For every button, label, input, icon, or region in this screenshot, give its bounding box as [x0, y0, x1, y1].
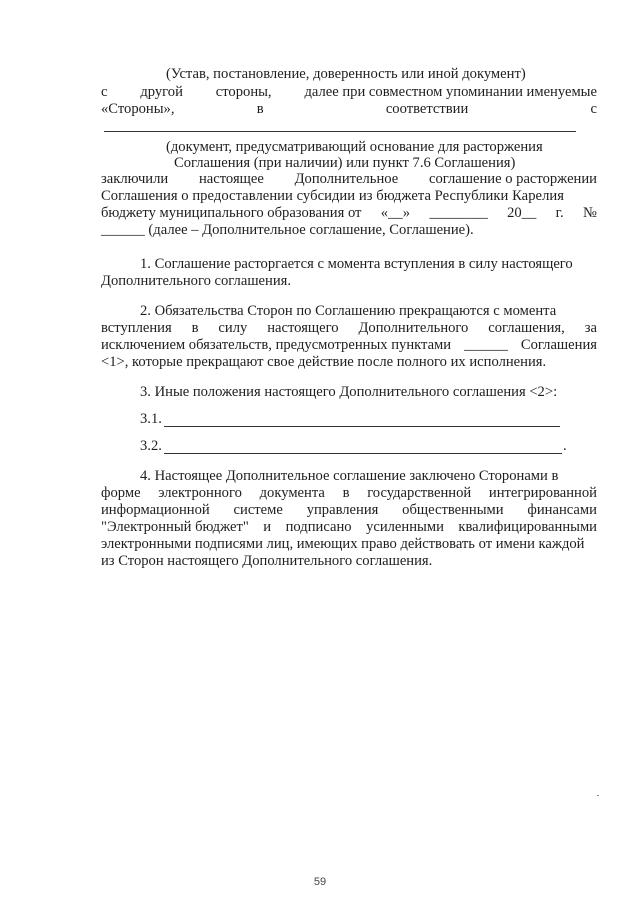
header-line-9 [101, 205, 597, 222]
header-line-1: (Устав, постановление, доверенность или иной документ) [166, 66, 526, 82]
word: бюджету муниципального образования от [101, 205, 362, 221]
word: в [256, 101, 264, 117]
paragraph-4-line-3 [101, 502, 597, 519]
word: подписано [285, 519, 352, 535]
item-3-2-blank-line[interactable] [164, 453, 562, 454]
item-3-1-label: 3.1. [140, 411, 162, 427]
paragraph-2-line-4: <1>, которые прекращают свое действие после полного их исполнения. [101, 354, 547, 370]
word: «__» [380, 205, 410, 221]
word: Дополнительного [358, 320, 469, 336]
word: форме [101, 485, 141, 501]
header-line-5: (документ, предусматривающий основание для расторжения [166, 139, 543, 155]
word: государственной [367, 485, 472, 501]
item-3-2-period: . [563, 438, 567, 454]
paragraph-4-line-6: из Сторон настоящего Дополнительного соглашения. [101, 553, 433, 569]
word: системе [233, 502, 283, 518]
word: другой [140, 84, 183, 100]
header-line-8: Соглашения о предоставлении субсидии из бюджета Республики Карелия [101, 188, 565, 204]
word: квалифицированными [458, 519, 597, 535]
header-line-3 [101, 101, 597, 118]
paragraph-4-line-4 [101, 519, 597, 536]
word: "Электронный бюджет" [101, 519, 249, 535]
word: управления [306, 502, 379, 518]
word: за [584, 320, 597, 336]
word: Соглашения [520, 337, 597, 353]
word: соглашение о расторжении [428, 171, 597, 187]
word: электронного [158, 485, 242, 501]
item-3-1-blank-line[interactable] [164, 426, 560, 427]
header-line-6: Соглашения (при наличии) или пункт 7.6 Соглашения) [174, 155, 516, 171]
word: настоящее [198, 171, 264, 187]
paragraph-4-line-1: 4. Настоящее Дополнительное соглашение заключено Сторонами в [140, 468, 559, 484]
paragraph-3-line-1: 3. Иные положения настоящего Дополнительного соглашения <2>: [140, 384, 558, 400]
word: финансами [527, 502, 597, 518]
word: соответствии [385, 101, 469, 117]
word: в [342, 485, 350, 501]
paragraph-1-line-2: Дополнительного соглашения. [101, 273, 292, 289]
paragraph-2-line-3 [101, 337, 597, 354]
word: Дополнительное [294, 171, 399, 187]
word: исключением обязательств, предусмотренных пунктами [101, 337, 452, 353]
word: настоящего [267, 320, 339, 336]
word: соглашения, [488, 320, 565, 336]
header-line-7 [101, 171, 597, 188]
word: в [191, 320, 199, 336]
header-line-10: ______ (далее – Дополнительное соглашение, Соглашение). [101, 222, 474, 238]
word: г. [555, 205, 564, 221]
word: общественными [402, 502, 504, 518]
page-number: 59 [313, 876, 327, 888]
word: с [101, 84, 108, 100]
word: 20__ [507, 205, 537, 221]
word: заключили [101, 171, 169, 187]
word: информационной [101, 502, 210, 518]
word: стороны, [215, 84, 272, 100]
word: силу [218, 320, 248, 336]
paragraph-4-line-2 [101, 485, 597, 502]
paragraph-2-line-2 [101, 320, 597, 337]
word: с [590, 101, 597, 117]
item-3-2-label: 3.2. [140, 438, 162, 454]
word: документа [259, 485, 325, 501]
word: и [263, 519, 272, 535]
word: усиленными [366, 519, 444, 535]
word: ________ [429, 205, 488, 221]
paragraph-1-line-1: 1. Соглашение расторгается с момента вступления в силу настоящего [140, 256, 573, 272]
basis-document-blank-line[interactable] [104, 131, 576, 132]
word: интегрированной [488, 485, 597, 501]
header-line-2 [101, 84, 597, 101]
word: вступления [101, 320, 172, 336]
word: далее при совместном упоминании именуемые [304, 84, 597, 100]
paragraph-4-line-5: электронными подписями лиц, имеющих право действовать от имени каждой [101, 536, 585, 552]
scan-speck [597, 795, 599, 796]
paragraph-2-line-1: 2. Обязательства Сторон по Соглашению прекращаются с момента [140, 303, 557, 319]
word: ______ [464, 337, 508, 353]
word: «Стороны», [101, 101, 175, 117]
word: № [583, 205, 597, 221]
